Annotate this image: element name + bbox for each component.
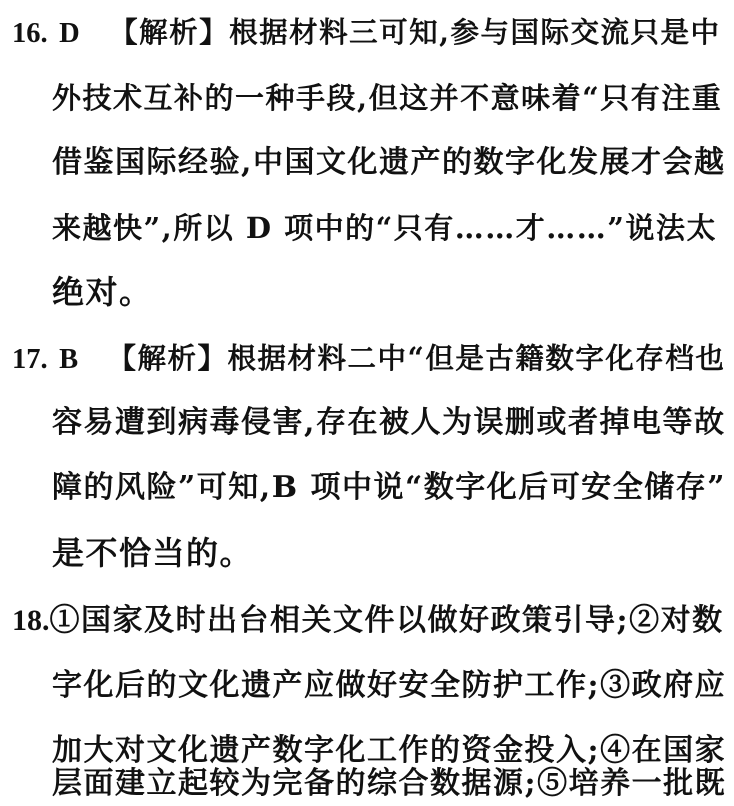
answer-17-choice: B (59, 344, 79, 375)
answer-16-line-3: 借鉴国际经验,中国文化遗产的数字化发展才会越 (52, 145, 726, 180)
answer-16-analysis-tag: 【解析】 (109, 15, 230, 49)
answer-18-line-2: 字化后的文化遗产应做好安全防护工作;③政府应 (52, 668, 727, 703)
answer-16-line-1 (12, 12, 721, 54)
answer-18-line-3: 加大对文化遗产数字化工作的资金投入;④在国家 (52, 733, 727, 768)
answer-17-line-2: 容易遭到病毒侵害,存在被人为误删或者掉电等故 (52, 405, 726, 440)
answer-16-line-5: 绝对。 (52, 273, 153, 311)
answer-16-text-1: 根据材料三可知,参与国际交流只是中 (229, 15, 721, 49)
answer-16-line-4: 来越快”,所以 D 项中的“只有……才……”说法太 (52, 211, 717, 245)
answer-18-line-1 (12, 601, 724, 641)
answer-18-line-4: 层面建立起较为完备的综合数据源;⑤培养一批既 (52, 766, 727, 801)
answer-17-line-4: 是不恰当的。 (52, 534, 254, 572)
answer-17-line-3: 障的风险”可知,B 项中说“数字化后可安全储存” (52, 470, 727, 505)
answer-16-choice: D (59, 18, 80, 49)
answer-16-line-2: 外技术互补的一种手段,但这并不意味着“只有注重 (52, 81, 723, 115)
answer-18-number: 18. (12, 604, 50, 637)
answer-18-text-1: ①国家及时出台相关文件以做好政策引导;②对数 (49, 603, 724, 638)
answer-17-line-1 (12, 338, 725, 380)
answer-17-analysis-tag: 【解析】 (107, 341, 228, 375)
answer-17-number: 17. (12, 344, 48, 375)
answer-17-text-1: 根据材料二中“但是古籍数字化存档也 (227, 341, 726, 375)
answer-16-number: 16. (12, 18, 48, 49)
